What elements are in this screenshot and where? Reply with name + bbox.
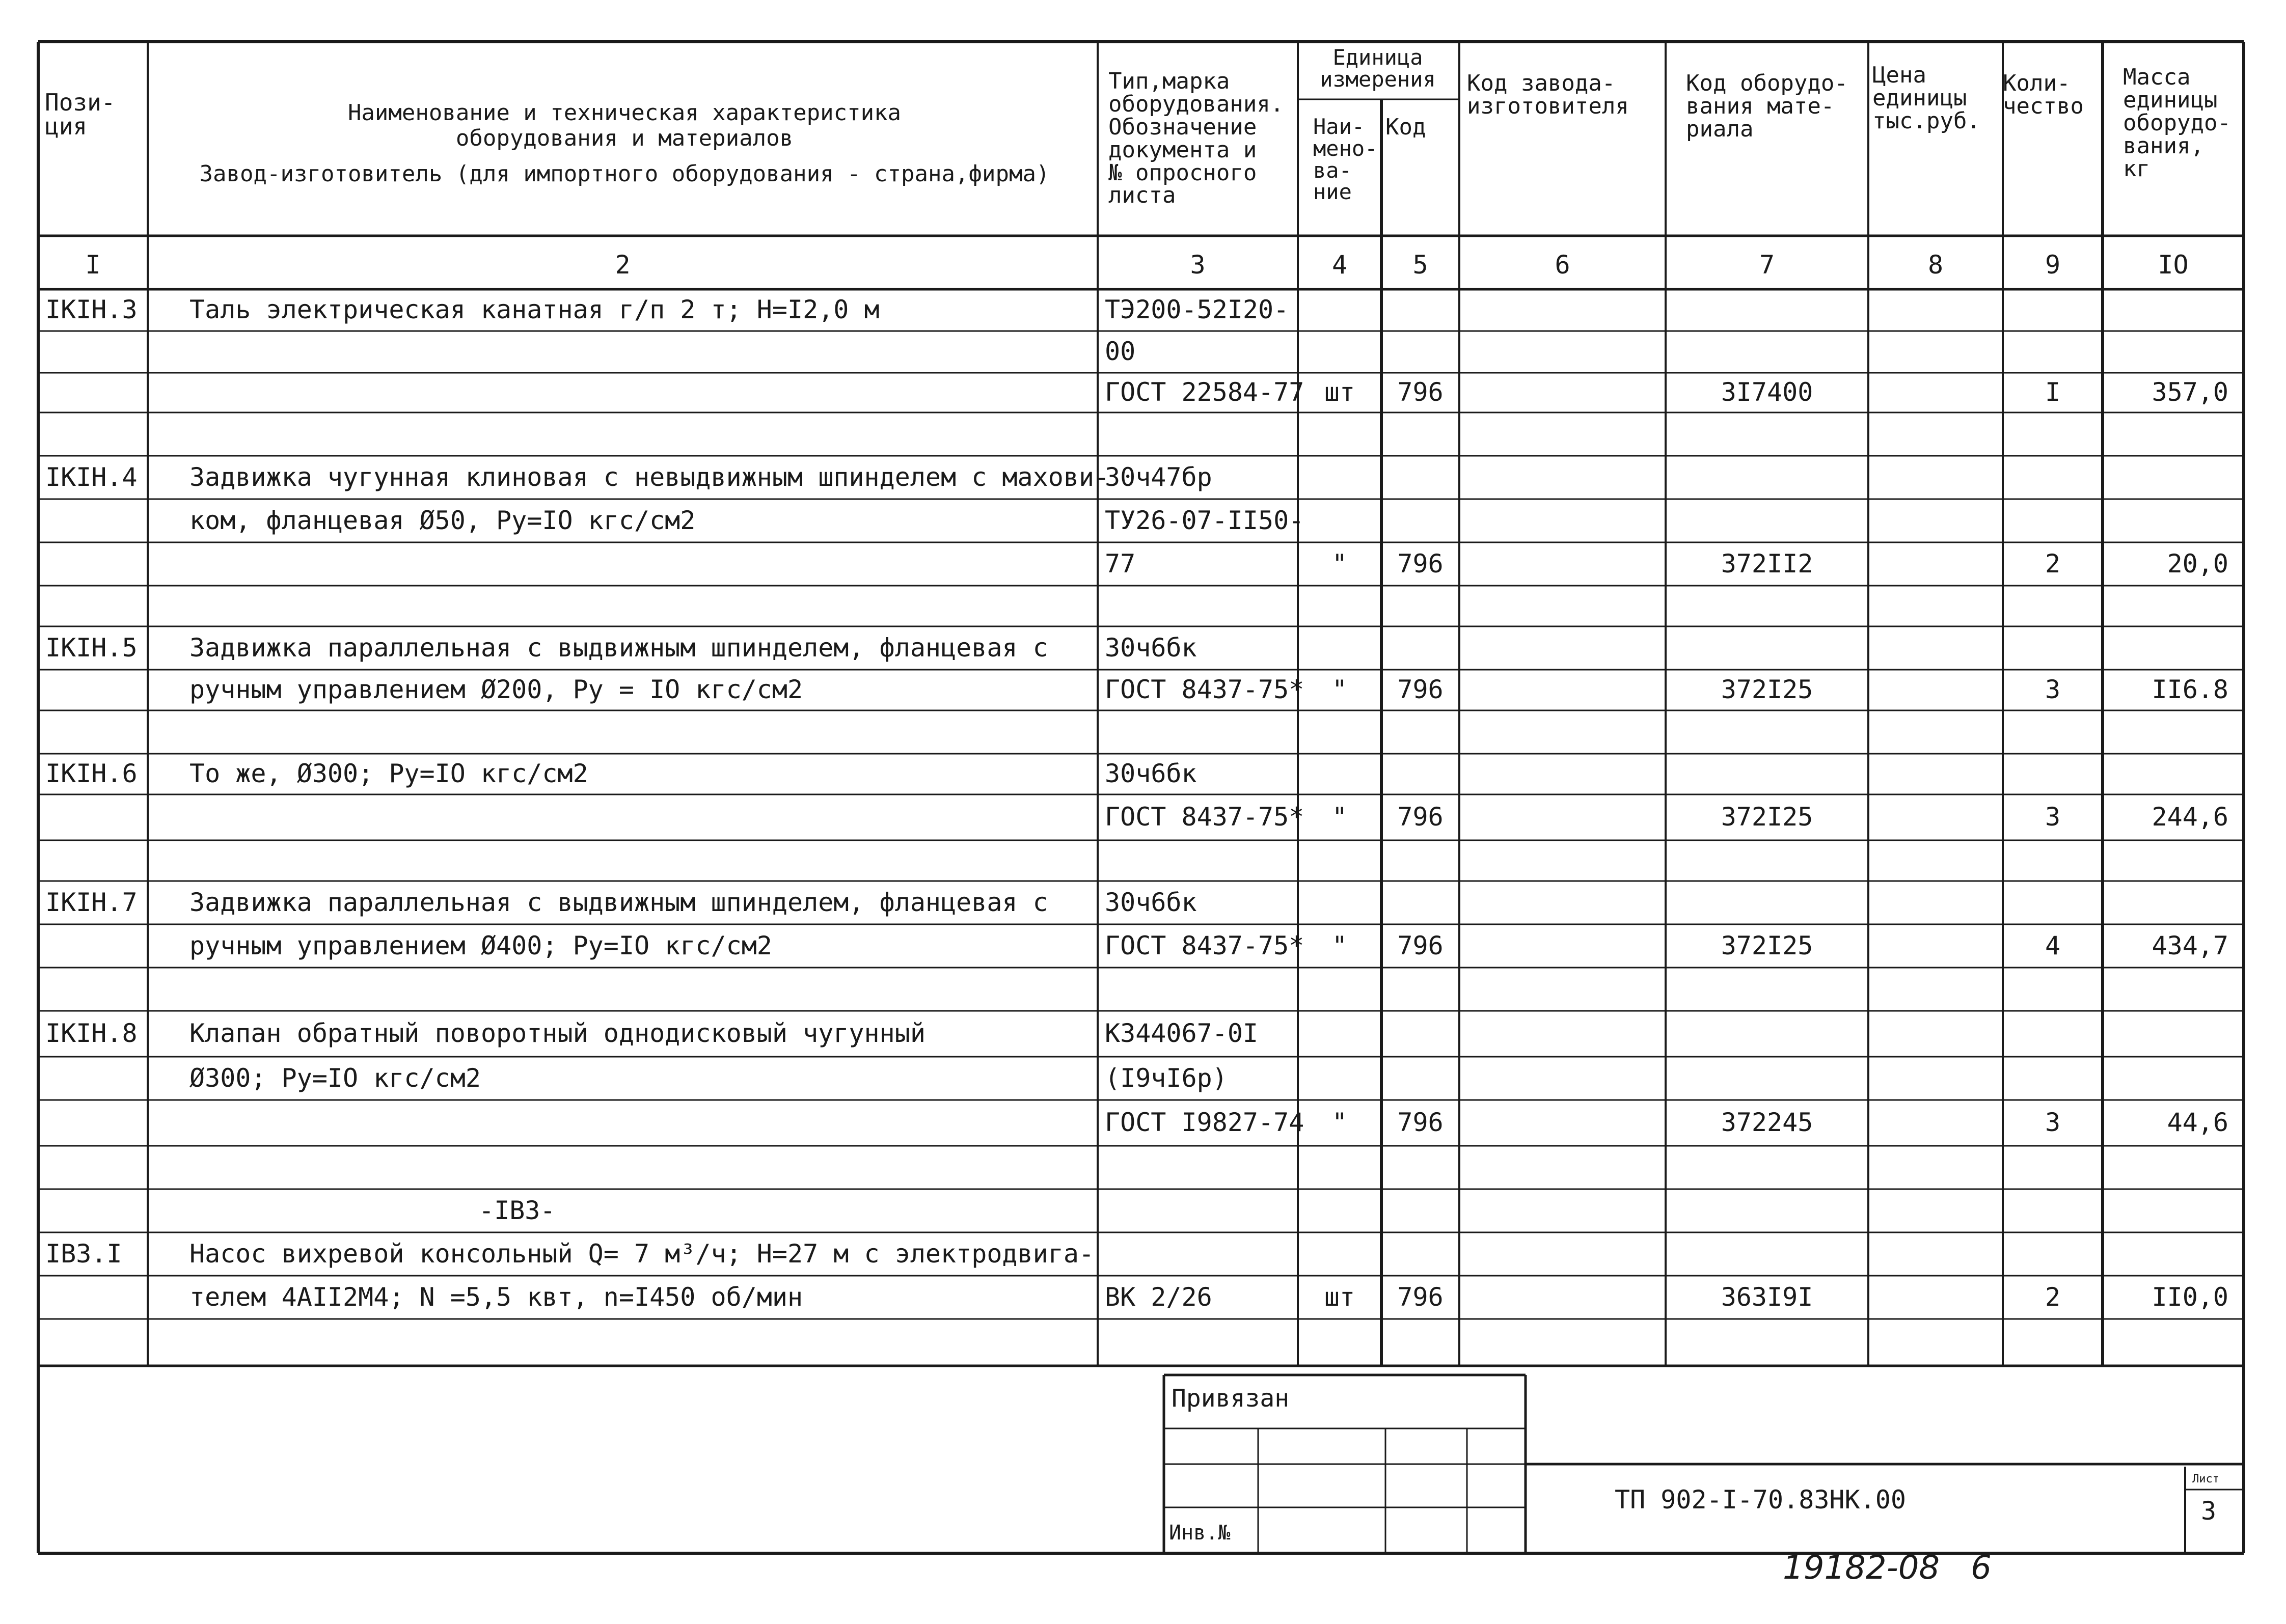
header-unit-price: Цена единицы тыс.руб. <box>1872 62 1980 134</box>
column-number: 4 <box>1331 250 1348 280</box>
stamp-sheet-number: 3 <box>2200 1496 2217 1526</box>
type-cell: ВК 2/26 <box>1105 1282 1212 1312</box>
mass-cell: 244,6 <box>2152 802 2228 832</box>
position-cell: IKIH.8 <box>45 1019 138 1048</box>
handwritten-footer-note: 19182-08 6 <box>1783 1549 1992 1587</box>
mass-cell: 20,0 <box>2167 549 2228 579</box>
column-number: 3 <box>1190 250 1206 280</box>
type-cell: 30ч6бк <box>1105 633 1197 663</box>
column-number: IO <box>2158 250 2189 280</box>
type-cell: ТУ26-07-II50- <box>1105 506 1304 535</box>
type-cell: 30ч6бк <box>1105 888 1197 917</box>
item-name-cell: Насос вихревой консольный Q= 7 м³/ч; Н=27 м с электродвига- <box>189 1239 1095 1269</box>
position-cell: IKIH.6 <box>45 759 138 788</box>
type-cell: 00 <box>1105 337 1136 366</box>
type-cell: 30ч47бр <box>1105 462 1212 492</box>
type-cell: (I9чI6р) <box>1105 1063 1228 1093</box>
header-plant-code: Код завода- изготовителя <box>1467 70 1629 119</box>
item-name-cell: Ø300; Ру=IO кгс/см2 <box>189 1063 481 1093</box>
mass-cell: 357,0 <box>2152 377 2228 407</box>
item-name-cell: ручным управлением Ø200, Ру = IO кгс/см2 <box>189 675 803 704</box>
item-name-cell: Задвижка чугунная клиновая с невыдвижным шпинделем с махови- <box>189 462 1110 492</box>
column-number: 9 <box>2045 250 2061 280</box>
item-name-cell: Задвижка параллельная с выдвижным шпинделем, фланцевая с <box>189 633 1048 663</box>
equipment-code-cell: 372I25 <box>1721 931 1813 960</box>
type-cell: ГОСТ 8437-75* <box>1105 675 1304 704</box>
stamp-document-code: ТП 902-I-70.83НК.00 <box>1615 1485 1906 1515</box>
quantity-cell: 3 <box>2045 802 2061 832</box>
column-number: 7 <box>1759 250 1775 280</box>
type-cell: ГОСТ 8437-75* <box>1105 931 1304 960</box>
type-cell: К344067-0I <box>1105 1019 1259 1048</box>
mass-cell: 434,7 <box>2152 931 2228 960</box>
header-position: Пози- ция <box>45 89 116 140</box>
mass-cell: II6.8 <box>2152 675 2228 704</box>
position-cell: IKIH.4 <box>45 462 138 492</box>
unit-name-cell: " <box>1331 675 1348 704</box>
type-cell: ТЭ200-52I20- <box>1105 295 1289 324</box>
item-name-cell: То же, Ø300; Ру=IO кгс/см2 <box>189 759 588 788</box>
item-name-cell: Задвижка параллельная с выдвижным шпинделем, фланцевая с <box>189 888 1048 917</box>
unit-name-cell: " <box>1331 802 1348 832</box>
unit-code-cell: 796 <box>1397 1282 1444 1312</box>
quantity-cell: 2 <box>2045 1282 2061 1312</box>
position-cell: IKIH.7 <box>45 888 138 917</box>
header-name-line2: оборудования и материалов <box>455 125 794 151</box>
column-number: I <box>85 250 101 280</box>
unit-name-cell: шт <box>1324 377 1355 407</box>
position-cell: IKIH.5 <box>45 633 138 663</box>
quantity-cell: 3 <box>2045 1108 2061 1137</box>
header-unit-name: Наи- мено- ва- ние <box>1313 114 1378 205</box>
quantity-cell: I <box>2045 377 2061 407</box>
position-cell: IB3.I <box>45 1239 122 1269</box>
unit-code-cell: 796 <box>1397 549 1444 579</box>
unit-code-cell: 796 <box>1397 377 1444 407</box>
equipment-code-cell: 372245 <box>1721 1108 1813 1137</box>
item-name-cell: ком, фланцевая Ø50, Ру=IO кгс/см2 <box>189 506 696 535</box>
quantity-cell: 4 <box>2045 931 2061 960</box>
type-cell: 77 <box>1105 549 1136 579</box>
header-type: Тип,марка оборудования. Обозначение документа и № опросного листа <box>1108 68 1284 209</box>
unit-code-cell: 796 <box>1397 931 1444 960</box>
column-number: 8 <box>1927 250 1944 280</box>
equipment-code-cell: 363I9I <box>1721 1282 1813 1312</box>
quantity-cell: 2 <box>2045 549 2061 579</box>
header-name-line1: Наименование и техническая характеристика <box>347 100 902 126</box>
unit-name-cell: " <box>1331 931 1348 960</box>
type-cell: 30ч6бк <box>1105 759 1197 788</box>
header-name-line3: Завод-изготовитель (для импортного оборудования - страна,фирма) <box>199 161 1050 187</box>
mass-cell: II0,0 <box>2152 1282 2228 1312</box>
item-name-cell: Клапан обратный поворотный однодисковый чугунный <box>189 1019 926 1048</box>
quantity-cell: 3 <box>2045 675 2061 704</box>
position-cell: IKIH.3 <box>45 295 138 324</box>
mass-cell: 44,6 <box>2167 1108 2228 1137</box>
unit-name-cell: шт <box>1324 1282 1355 1312</box>
header-equipment-code: Код оборудо- вания мате- риала <box>1686 70 1848 142</box>
header-unit-group: Единица измерения <box>1320 45 1436 92</box>
unit-name-cell: " <box>1331 549 1348 579</box>
header-mass: Масса единицы оборудо- вания, кг <box>2123 64 2231 182</box>
equipment-code-cell: 3I7400 <box>1721 377 1813 407</box>
column-number: 5 <box>1412 250 1428 280</box>
stamp-inventory-label: Инв.№ <box>1169 1521 1231 1545</box>
type-cell: ГОСТ 8437-75* <box>1105 802 1304 832</box>
item-name-cell: Таль электрическая канатная г/п 2 т; Н=I2,0 м <box>189 295 880 324</box>
equipment-code-cell: 372II2 <box>1721 549 1813 579</box>
unit-code-cell: 796 <box>1397 802 1444 832</box>
stamp-sheet-label: Лист <box>2192 1473 2219 1485</box>
equipment-code-cell: 372I25 <box>1721 675 1813 704</box>
item-name-cell: телем 4АII2М4; N =5,5 квт, n=I450 об/мин <box>189 1282 803 1312</box>
header-unit-code: Код <box>1385 114 1426 140</box>
header-quantity: Коли- чество <box>2003 70 2084 119</box>
equipment-code-cell: 372I25 <box>1721 802 1813 832</box>
type-cell: ГОСТ I9827-74 <box>1105 1108 1304 1137</box>
section-heading: -IB3- <box>479 1196 556 1225</box>
column-number: 6 <box>1555 250 1570 280</box>
stamp-bound-label: Привязан <box>1172 1384 1290 1413</box>
column-number: 2 <box>615 250 631 280</box>
unit-name-cell: " <box>1331 1108 1348 1137</box>
item-name-cell: ручным управлением Ø400; Ру=IO кгс/см2 <box>189 931 772 960</box>
unit-code-cell: 796 <box>1397 1108 1444 1137</box>
unit-code-cell: 796 <box>1397 675 1444 704</box>
type-cell: ГОСТ 22584-77 <box>1105 377 1304 407</box>
